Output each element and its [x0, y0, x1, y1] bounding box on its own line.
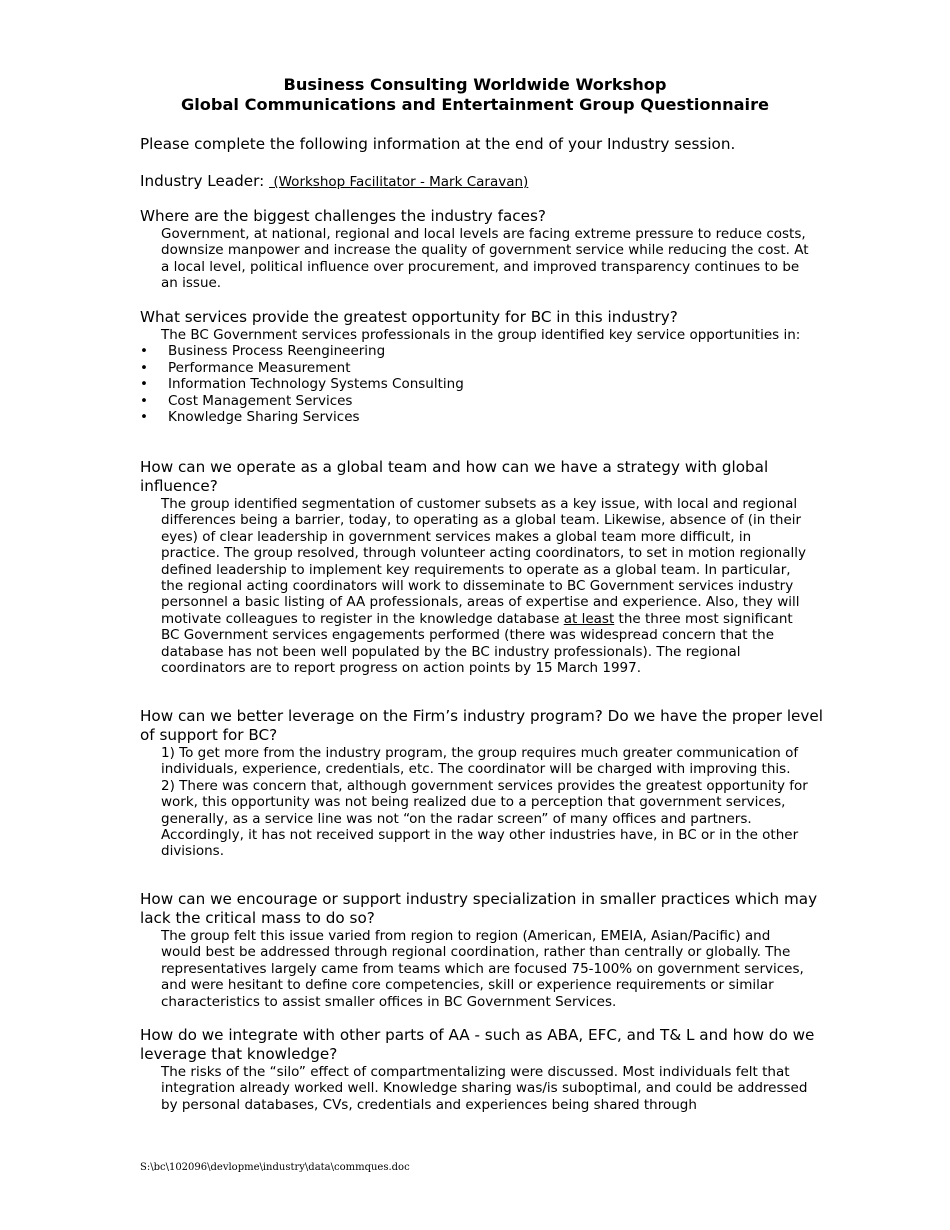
document-title-line-1: Business Consulting Worldwide Workshop [283, 75, 667, 94]
question-heading: Where are the biggest challenges the industry faces? [140, 207, 546, 225]
answer-text [161, 226, 811, 292]
answer-paragraph: The risks of the “silo” effect of compartmentalizing were discussed. Most individuals felt that integration already worked well. Knowledge sharing was/is suboptimal, and could be addressed by personal databases, CVs, credentials and experiences being shared through [161, 1064, 808, 1113]
question-heading: How can we better leverage on the Firm’s industry program? Do we have the proper level of support for BC? [140, 707, 823, 744]
list-item: • Knowledge Sharing Services [140, 409, 360, 426]
question-heading: How can we operate as a global team and how can we have a strategy with global influence? [140, 458, 769, 495]
answer-paragraph: 2) There was concern that, although government services provides the greatest opportunity for work, this opportunity was not being realized due to a perception that government services, generally, as a service line was not “on the radar screen” of many offices and partners. Accordingly, it has not received support in the way other industries have, in BC or in the other divisions. [161, 777, 808, 860]
list-item: • Cost Management Services [140, 392, 353, 409]
question-section-3 [140, 458, 830, 676]
footer-file-path: S:\bc\102096\devlopme\industry\data\commques.doc [140, 1162, 410, 1173]
question-section-1 [140, 207, 830, 292]
document-title-line-2: Global Communications and Entertainment Group Questionnaire [180, 95, 770, 114]
bullet-icon: • [140, 343, 148, 360]
question-heading: How do we integrate with other parts of AA - such as ABA, EFC, and T& L and how do we leverage that knowledge? [140, 1026, 815, 1063]
industry-leader-value [269, 172, 739, 192]
answer-text [161, 745, 811, 860]
question-section-2 [140, 308, 830, 425]
list-item: • Business Process Reengineering [140, 343, 386, 360]
answer-text [161, 1064, 811, 1113]
answer-paragraph: The group felt this issue varied from region to region (American, EMEIA, Asian/Pacific) and would best be addressed through regional coordination, rather than centrally or globally. The representatives largely came from teams which are focused 75-100% on government services, and were hesitant to define core competencies, skill or experience requirements or similar characteristics to assist smaller offices in BC Government Services. [161, 928, 804, 1010]
answer-paragraph: Government, at national, regional and local levels are facing extreme pressure to reduce costs, downsize manpower and increase the quality of government service while reducing the cost. At a local level, political influence over procurement, and improved transparency continues to be an issue. [161, 226, 809, 292]
underlined-emphasis: at least [563, 610, 615, 627]
service-opportunity-list [140, 343, 830, 425]
answer-paragraph: 1) To get more from the industry program, the group requires much greater communication of individuals, experience, credentials, etc. The coordinator will be charged with improving this. [161, 745, 799, 778]
question-heading: What services provide the greatest opportunity for BC in this industry? [140, 308, 678, 326]
answer-text [161, 327, 811, 343]
question-section-6 [140, 1026, 830, 1113]
list-item: • Information Technology Systems Consulting [140, 376, 464, 393]
bullet-icon: • [140, 409, 148, 426]
industry-leader-label: Industry Leader: [140, 172, 265, 190]
answer-paragraph: The BC Government services professionals in the group identified key service opportunities in: [161, 327, 801, 343]
answer-paragraph: The group identified segmentation of customer subsets as a key issue, with local and regional differences being a barrier, today, to operating as a global team. Likewise, absence of (in their eyes) of clear leadership in government services makes a global team more difficult, in practice. The group resolved, through volunteer acting coordinators, to set in motion regionally defined leadership to implement key requirements to operate as a global team. In particular, the regional acting coordinators will work to disseminate to BC Government services industry personnel a basic listing of AA professionals, areas of expertise and experience. Also, they will motivate colleagues to register in the knowledge database at least the three most significant BC Government services engagements performed (there was widespread concern that the database has not been well populated by the BC industry professionals). The regional coordinators are to report progress on action points by 15 March 1997. [161, 496, 806, 677]
intro-text: Please complete the following information at the end of your Industry session. [140, 135, 736, 153]
industry-leader-name: (Workshop Facilitator - Mark Caravan) [273, 174, 529, 190]
bullet-icon: • [140, 359, 148, 376]
question-heading: How can we encourage or support industry specialization in smaller practices which may lack the critical mass to do so? [140, 890, 818, 927]
industry-leader-line [140, 171, 739, 192]
bullet-icon: • [140, 392, 148, 409]
question-section-4 [140, 707, 830, 860]
list-item: • Performance Measurement [140, 359, 351, 376]
answer-text [161, 496, 811, 676]
bullet-icon: • [140, 376, 148, 393]
answer-text [161, 928, 811, 1010]
question-section-5 [140, 890, 830, 1010]
